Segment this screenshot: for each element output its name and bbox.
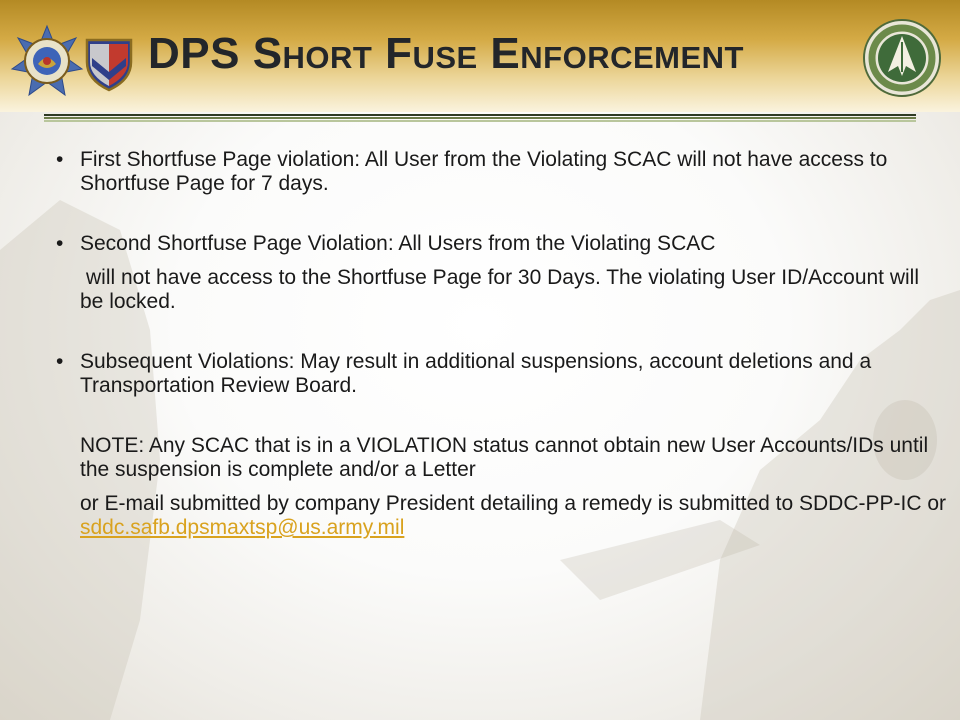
army-seal-icon	[10, 24, 84, 98]
shield-icon	[84, 36, 134, 92]
bullet-item-3	[56, 350, 946, 398]
sddc-seal-icon	[862, 18, 942, 98]
note-block	[56, 434, 946, 540]
bullet-text: Subsequent Violations: May result in additional suspensions, account deletions and a Transportation Review Board.	[80, 350, 872, 397]
note-text: NOTE: Any SCAC that is in a VIOLATION status cannot obtain new User Accounts/IDs until the suspension is complete and/or a Letter	[80, 434, 929, 481]
bullet-item-1	[56, 148, 946, 196]
slide-title: DPS Short Fuse Enforcement	[148, 29, 744, 78]
bullet-marker: •	[56, 350, 64, 373]
bullet-marker: •	[56, 232, 64, 255]
bullet-text: First Shortfuse Page violation: All User from the Violating SCAC will not have access to Shortfuse Page for 7 days.	[80, 148, 888, 195]
bullet-item-2	[56, 232, 946, 314]
email-link[interactable]: sddc.safb.dpsmaxtsp@us.army.mil	[80, 516, 405, 539]
note-text-prefix: or E-mail submitted by company President detailing a remedy is submitted to SDDC-PP-IC or	[80, 492, 947, 515]
bullet-text-continued: will not have access to the Shortfuse Page for 30 Days. The violating User ID/Account will be locked.	[80, 266, 920, 313]
note-text-continued	[80, 492, 946, 540]
bullet-text: Second Shortfuse Page Violation: All Users from the Violating SCAC	[80, 232, 716, 255]
header-divider	[44, 114, 916, 122]
bullet-marker: •	[56, 148, 64, 171]
slide-body	[56, 148, 946, 540]
